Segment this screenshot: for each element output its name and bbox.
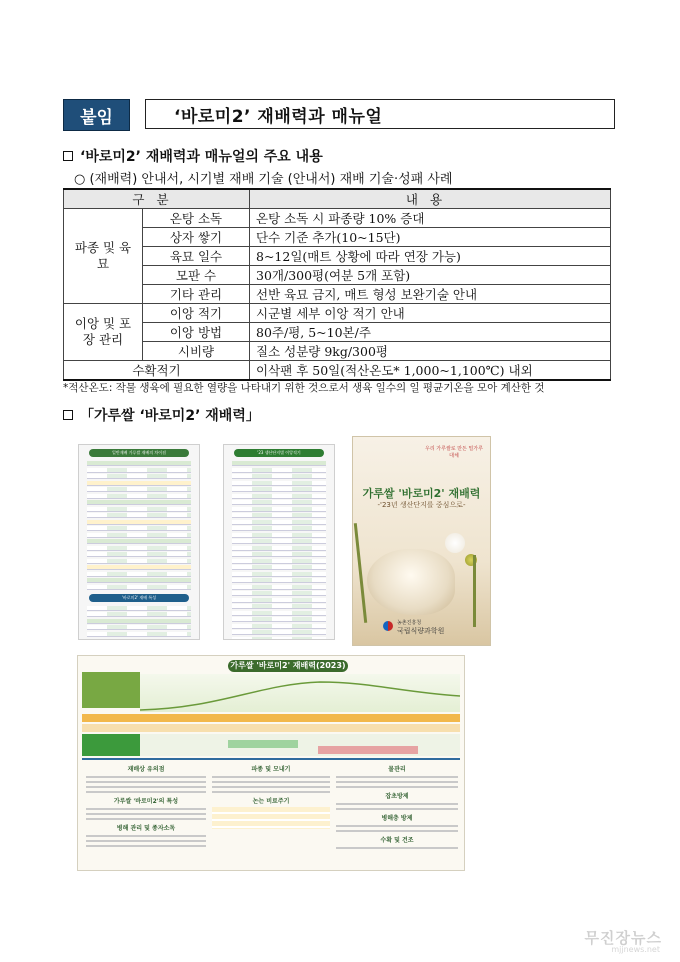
table-content: 80주/평, 5~10본/주 — [250, 323, 611, 342]
table-item: 수확적기 — [64, 361, 250, 381]
rice-grain-icon — [445, 533, 465, 553]
watermark-url: mjjnews.net — [611, 945, 660, 954]
table-row — [64, 304, 611, 323]
poster-month-band — [82, 724, 460, 732]
table-content: 단수 기준 추가(10~15단) — [250, 228, 611, 247]
cover-org: 국립식량과학원 — [397, 627, 445, 635]
section1-heading: ‘바로미2’ 재배력과 매뉴얼의 주요 내용 — [80, 149, 323, 165]
cover-small-text: 우리 가루쌀로 만든 밀가루 대체 — [425, 446, 483, 459]
poster-section-title: 병해충 방제 — [381, 815, 413, 822]
thumbnail-doc1-subtitle: '바로미2' 재배 특성 — [89, 594, 189, 602]
page-title: ‘바로미2’ 재배력과 매뉴얼 — [145, 99, 615, 129]
table-item: 상자 쌓기 — [143, 228, 250, 247]
poster-growth-chart — [140, 674, 460, 712]
poster-section-title: 가루쌀 '바로미2'의 특성 — [113, 798, 179, 805]
poster-section-title: 수확 및 건조 — [380, 837, 414, 844]
government-emblem-icon — [383, 621, 393, 631]
content-table — [63, 188, 611, 381]
thumbnail-doc1-title: 일반재배 가루쌀 재배의 차이점 — [89, 449, 189, 457]
table-content: 30개/300평(여분 5개 포함) — [250, 266, 611, 285]
growth-curve-icon — [140, 674, 460, 712]
rice-stalk-icon — [473, 555, 476, 627]
section2-heading-row — [63, 405, 260, 425]
poster-column-right — [336, 764, 458, 852]
poster-timeline-bar — [228, 740, 298, 748]
table-group-label: 이앙 및 포장 관리 — [64, 304, 143, 361]
square-bullet-icon — [63, 151, 73, 161]
poster-column-middle — [212, 764, 330, 831]
table-row — [64, 342, 611, 361]
section1-heading-row — [63, 146, 323, 166]
poster-section-title: 물관리 — [388, 766, 406, 773]
thumbnail-comparison-doc — [78, 444, 200, 640]
poster-month-band — [82, 714, 460, 722]
poster-section-title: 잡초방제 — [385, 793, 409, 800]
table-item: 이앙 적기 — [143, 304, 250, 323]
table-item: 온탕 소독 — [143, 209, 250, 228]
thumbnail-doc2-title: '23 생산단지별 이앙적기 — [234, 449, 324, 457]
footnote: *적산온도: 작물 생육에 필요한 열량을 나타내기 위한 것으로서 생육 일수의 일 평균기온을 모아 계산한 것 — [63, 382, 545, 394]
table-content: 선반 육묘 금지, 매트 형성 보완기술 안내 — [250, 285, 611, 304]
table-row — [64, 247, 611, 266]
table-content: 시군별 세부 이앙 적기 안내 — [250, 304, 611, 323]
thumbnail-cover — [352, 436, 491, 646]
poster-section-title: 재배상 유의점 — [127, 766, 165, 773]
thumbnail-transplant-doc — [223, 444, 335, 640]
table-item: 시비량 — [143, 342, 250, 361]
table-content: 8~12일(매트 상황에 따라 연장 가능) — [250, 247, 611, 266]
poster-stage-block — [82, 672, 140, 708]
table-row — [64, 228, 611, 247]
table-row — [64, 266, 611, 285]
cover-title: 가루쌀 '바로미2' 재배력 — [362, 487, 481, 500]
section1-subline: ○ (재배력) 안내서, 시기별 재배 기술 (안내서) 재배 기술·성패 사례 — [74, 172, 453, 187]
poster-stage-block — [82, 734, 140, 756]
table-header-category: 구분 — [64, 189, 250, 209]
watermark-logo: 무진장뉴스 — [584, 929, 662, 947]
table-row — [64, 361, 611, 381]
table-item: 기타 관리 — [143, 285, 250, 304]
table-row — [64, 209, 611, 228]
poster-section-title: 파종 및 모내기 — [251, 766, 291, 773]
section2-heading: 「가루쌀 ‘바로미2’ 재배력」 — [80, 408, 260, 424]
table-item: 이앙 방법 — [143, 323, 250, 342]
table-content: 온탕 소독 시 파종량 10% 증대 — [250, 209, 611, 228]
table-item: 모판 수 — [143, 266, 250, 285]
cover-subtitle: -'23년 생산단지를 중심으로- — [377, 501, 466, 509]
table-header-content: 내용 — [250, 189, 611, 209]
rice-bag-illustration — [367, 549, 455, 615]
poster-section-title: 병해 관리 및 종자소독 — [116, 825, 176, 832]
poster-title: 가루쌀 '바로미2' 재배력(2023) — [228, 660, 348, 672]
table-item: 육묘 일수 — [143, 247, 250, 266]
table-content: 질소 성분량 9kg/300평 — [250, 342, 611, 361]
table-row — [64, 285, 611, 304]
thumbnail-poster — [77, 655, 465, 871]
table-row — [64, 323, 611, 342]
table-content: 이삭팬 후 50일(적산온도* 1,000~1,100℃) 내외 — [250, 361, 611, 381]
poster-column-left — [86, 764, 206, 850]
rice-stalk-icon — [354, 523, 367, 623]
table-group-label: 파종 및 육묘 — [64, 209, 143, 304]
cover-org-small: 농촌진흥청 — [397, 620, 422, 626]
attachment-tag: 붙임 — [63, 99, 130, 131]
square-bullet-icon — [63, 410, 73, 420]
poster-timeline-bar — [318, 746, 418, 754]
poster-section-title: 논는 비료주기 — [252, 798, 290, 805]
poster-divider — [82, 758, 460, 760]
